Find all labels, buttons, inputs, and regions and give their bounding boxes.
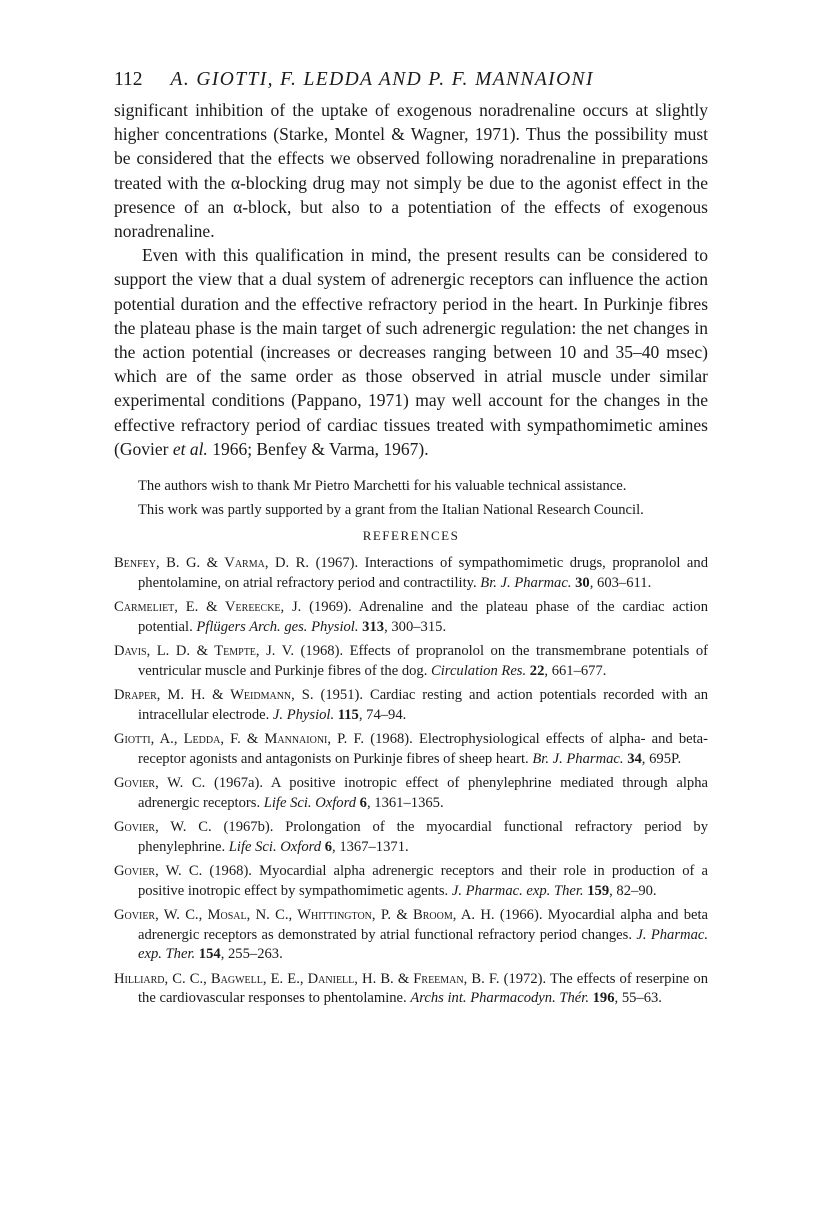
reference-authors: Govier, W. C. (114, 863, 203, 880)
reference-volume: 6 (321, 838, 333, 855)
reference-volume: 313 (358, 618, 385, 635)
reference-journal: Life Sci. Oxford (263, 794, 357, 811)
reference-year-title: (1969). Adrenaline and the plateau phase of the cardiac action potential. (138, 599, 709, 635)
reference-item (114, 598, 708, 637)
reference-pages: , 695P. (641, 750, 682, 767)
reference-year-title: (1967b). Prolongation of the myocardial functional refractory period by phenylephrine. (138, 819, 708, 855)
et-al: et al. (172, 438, 208, 459)
reference-item (114, 906, 708, 965)
reference-item (114, 686, 708, 725)
reference-year-title: (1968). Myocardial alpha adrenergic receptors and their role in production of a positive inotropic effect by sympathomimetic agents. (138, 863, 708, 899)
discussion-text (114, 98, 708, 461)
reference-pages: , 1367–1371. (332, 838, 409, 855)
reference-journal: Pflügers Arch. ges. Physiol. (196, 618, 359, 635)
reference-volume: 34 (623, 750, 642, 767)
reference-year-title: (1968). Electrophysiological effects of alpha- and beta-receptor agonists and antagonists on Purkinje fibres of sheep heart. (138, 731, 708, 767)
reference-journal: J. Pharmac. exp. Ther. (138, 926, 708, 963)
reference-item (114, 862, 708, 901)
reference-pages: , 74–94. (358, 706, 407, 723)
reference-authors: Govier, W. C., Mosal, N. C., Whittington, P. & Broom, A. H. (114, 907, 495, 924)
reference-item (114, 554, 708, 593)
reference-year-title: (1967a). A positive inotropic effect of phenylephrine mediated through alpha adrenergic receptors. (138, 775, 708, 811)
reference-volume: 115 (334, 706, 359, 723)
reference-journal: Br. J. Pharmac. (532, 750, 624, 767)
references-heading: REFERENCES (362, 528, 460, 544)
acknowledgement-1: The authors wish to thank Mr Pietro Marchetti for his valuable technical assistance. (138, 478, 627, 495)
reference-volume: 154 (195, 946, 221, 963)
reference-list (114, 554, 708, 1009)
paragraph-1: significant inhibition of the uptake of exogenous noradrenaline occurs at slightly higher concentrations (Starke, Montel & Wagner, 1971). Thus the possibility must be considered that the effects we observed following noradrenaline in preparations treated with the α-blocking drug may not simply be due to the agonist effect in the presence of an α-block, but also to a potentiation of the effects of exogenous noradrenaline. (114, 100, 708, 242)
reference-year-title: (1967). Interactions of sympathomimetic drugs, propranolol and phentolamine, on atrial refractory period and contractility. (138, 555, 708, 591)
reference-journal: J. Pharmac. exp. Ther. (451, 882, 584, 899)
acknowledgement-2: This work was partly supported by a grant from the Italian National Research Council. (138, 501, 644, 518)
reference-authors: Hilliard, C. C., Bagwell, E. E., Daniell, H. B. & Freeman, B. F. (114, 970, 500, 987)
reference-pages: , 55–63. (614, 990, 662, 1007)
reference-item (114, 730, 708, 769)
reference-authors: Davis, L. D. & Tempte, J. V. (114, 643, 295, 660)
reference-pages: , 300–315. (384, 618, 447, 635)
reference-volume: 196 (588, 990, 615, 1007)
reference-year-title: (1951). Cardiac resting and action potentials recorded with an intracellular electrode. (138, 687, 708, 723)
acknowledgements (114, 477, 708, 520)
reference-journal: Archs int. Pharmacodyn. Thér. (410, 990, 589, 1007)
reference-authors: Draper, M. H. & Weidmann, S. (114, 687, 314, 704)
reference-journal: Br. J. Pharmac. (480, 574, 572, 591)
reference-volume: 22 (526, 662, 545, 679)
reference-item (114, 642, 708, 681)
paragraph-2-end: 1966; Benfey & Varma, 1967). (207, 438, 429, 459)
reference-volume: 30 (571, 574, 590, 591)
reference-item (114, 774, 708, 813)
reference-pages: , 661–677. (544, 662, 607, 679)
reference-year-title: (1972). The effects of reserpine on the cardiovascular responses to phentolamine. (138, 970, 708, 1007)
paragraph-2 (114, 243, 708, 461)
reference-pages: , 255–263. (220, 946, 283, 963)
reference-pages: , 82–90. (609, 882, 657, 899)
reference-authors: Govier, W. C. (114, 775, 206, 792)
reference-item (114, 818, 708, 857)
reference-year-title: (1968). Effects of propranolol on the transmembrane potentials of ventricular muscle and Purkinje fibres of the dog. (138, 643, 708, 679)
running-header-authors: A. GIOTTI, F. LEDDA AND P. F. MANNAIONI (170, 69, 594, 90)
page (114, 66, 708, 1014)
reference-authors: Govier, W. C. (114, 819, 212, 836)
reference-volume: 6 (356, 794, 367, 811)
reference-authors: Benfey, B. G. & Varma, D. R. (114, 555, 310, 572)
reference-journal: Life Sci. Oxford (228, 838, 322, 855)
reference-journal: J. Physiol. (272, 706, 335, 723)
reference-authors: Giotti, A., Ledda, F. & Mannaioni, P. F. (114, 731, 365, 748)
reference-journal: Circulation Res. (431, 662, 527, 679)
reference-pages: , 1361–1365. (366, 794, 444, 811)
reference-pages: , 603–611. (589, 574, 652, 591)
running-header (114, 66, 708, 94)
reference-year-title: (1966). Myocardial alpha and beta adrenergic receptors as demonstrated by atrial functional refractory period changes. (138, 907, 708, 943)
page-number: 112 (114, 69, 143, 90)
reference-authors: Carmeliet, E. & Vereecke, J. (114, 599, 302, 616)
reference-volume: 159 (583, 882, 610, 899)
paragraph-2-main: Even with this qualification in mind, the present results can be considered to support the view that a dual system of adrenergic receptors can influence the action potential duration and the effective refractory period in the heart. In Purkinje fibres the plateau phase is the main target of such adrenergic regulation: the net changes in the action potential (increases or decreases ranging between 10 and 35–40 msec) which are of the same order as those observed in atrial muscle under similar experimental conditions (Pappano, 1971) may well account for the changes in the effective refractory period of cardiac tissues treated with sympathomimetic amines (Govier (114, 245, 708, 459)
reference-item (114, 970, 708, 1009)
